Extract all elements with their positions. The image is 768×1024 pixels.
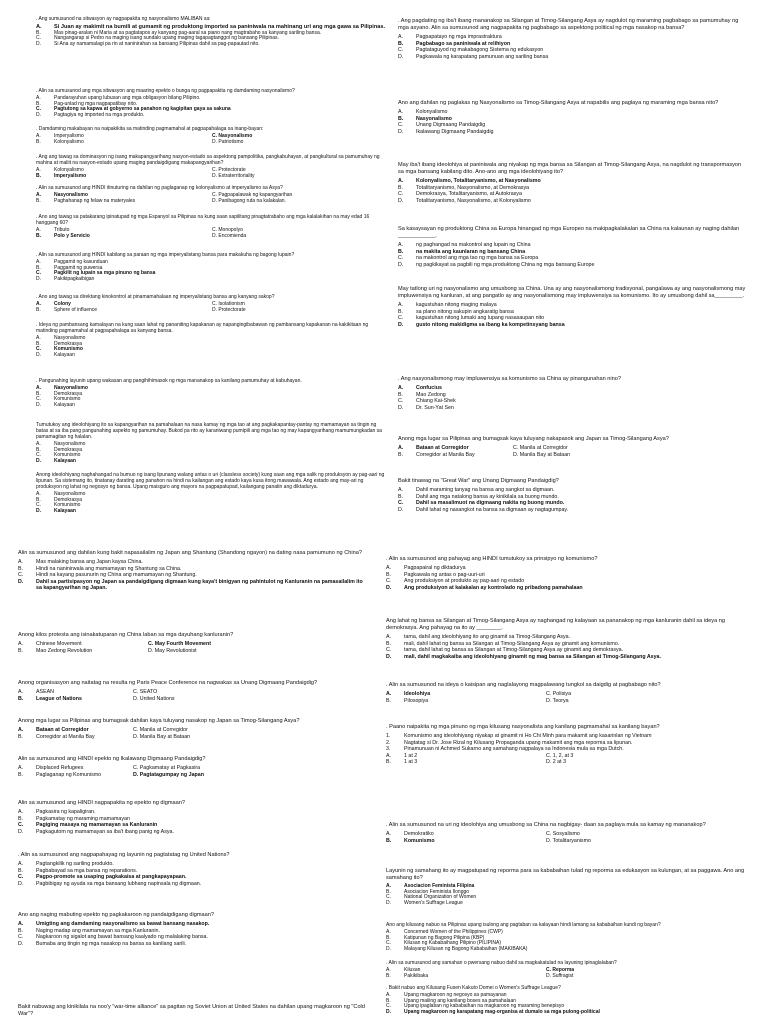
question-dominasyon: . Ang ang tawag sa dominasyon ng isang makapangyarihang nasyon-estado sa aspektong pampolitika, pangkabuhayan, at pangkultural sa pamumuhay ng mahina at maliit na nasyon-estado upang maging pandaigdigang makapangyarihan? A. Kolonyalismo C. Protectorate B. Imperyalismo D. Extraterritoriality — [36, 154, 388, 179]
option-text: Ang produksiyon at produkto ay pag-aari ng estado — [404, 578, 525, 585]
option-text: Hindi na kayang pasunurin ng China ang mamamayan ng Shantung. — [36, 572, 197, 579]
option-text: D. Manila Bay at Bataan — [513, 451, 571, 458]
option-text: Si Ana ay namamalagi pa rin at naninirahan sa bansang Pilipinas dahil sa pag-papautad nito. — [54, 40, 260, 47]
option-text: Pag-unlad ng mga nagpapatibay nito. — [54, 100, 138, 107]
option-text: Kolonyalismo, Totalitaryanismo, at Nasyonalismo — [416, 178, 541, 184]
option-text: C. Pagpapalawak ng kapangyarihan — [212, 192, 293, 198]
option-text: Confucius — [416, 385, 442, 391]
question-stem: Anong mga lugar sa Pilipinas ang bumagsak dahilan kaya tuluyang nasakop ng Japan sa Timog-Silangang Asya? — [18, 718, 300, 724]
option-text: gusto nitong makidigma sa ibang ka kompetinsyang bansa — [416, 321, 565, 328]
question-stem: . Alin sa sumusunod ang HINDI kabilang sa paraan ng mga imperyalistang bansa para makakuha ng bagong lupain? — [36, 252, 295, 258]
question-stem: . Ang sumusunod na sitwasyon ay nagpapakita ng nasyonalismo MALIBAN sa: — [36, 16, 211, 22]
option-text: Ikalawang Digmaang Pandaigdig — [416, 128, 494, 135]
option-text: Komunismo — [54, 396, 81, 403]
option-text: Kalayaan — [54, 351, 75, 358]
question-fusen-kakuto-domei: . Bakit nabuo ang Kilusang Fusen Kakuto Domei o Women's Suffrage League? A. Upang magkaroon ng negosyo sa pamayanan B. Upang maiiing ang kanilang boses sa pamahalaan C. Upang ipaglaban ng kababaihan na magkaroon ng maraming benepisyo D. Upang magkaroon ng karapatang mag-organisa at dumalo sa mga pulong-political — [386, 985, 748, 1015]
option-text: Pandarayuhan upang lubusan ang mga obligasyon bilang Pilipino. — [54, 95, 201, 101]
option-text: Demokrasya — [54, 446, 83, 453]
option-text: C. Polisiya — [546, 691, 572, 697]
option-text: kagustuhan nitong maging malaya — [416, 302, 497, 308]
question-stem: Alin sa sumusunod ang HINDI nagpapakita ng epekto ng digmaan? — [18, 800, 185, 806]
option-text: Pinamunuan ni Achmed Sukarno ang samahang nagpalaya sa Indonesia mula sa mga Dutch. — [404, 746, 624, 753]
option-text: Nasyonalismo — [54, 491, 86, 497]
option-text: Nagkaroon ng sigalot ang bawat bansang kaalyado ng malalaking bansa. — [36, 934, 208, 941]
option-text: Nasyonalismo — [54, 385, 88, 391]
option-text: D. United Nations — [133, 695, 175, 702]
option-text: Corregidor at Manila Bay — [36, 733, 95, 740]
option-text: Unang Digmaang Pandaigdig — [416, 122, 486, 129]
option-text: Kolonyalismo — [416, 109, 448, 115]
option-text: D. Patriotismo — [212, 138, 244, 145]
question-stem: Ano ang kilusang nabuo sa Pilipinas upang isulong ang pagtaban sa kalayaan hindi lamang sa kababaihan kundi ng bayan? — [386, 922, 661, 928]
question-stem: . Alin sa sumusunod ang samahan o pwersang nabuo dahil sa magkakatulad na layuning ipinaglalaban? — [386, 960, 617, 966]
option-text: Nagtatag si Dr. Jose Rizal ng Kilusang Propaganda upang makamit ang mga reporma sa lipunan. — [404, 739, 633, 746]
question-tatlong-uri-nasyonalismo: May tatlong uri ng nasyonalismo ang umusbong sa China. Una ay ang nasyonalismong tradisyonal, pangalawa ay ang nasyonalismong may impluwensiya ng kanluran, at ang pangatlo ay ang nasyonalismong may impluwensiya sa komunismo. Ito ay umusbong dahil sa_________. A. kagustuhan nitong maging malaya B. sa plano nitong sakupin angkaratig bansa C. kagustuhan nitong lumaki ang lupang nasasaupan nito D. gusto nitong makidigma sa ibang ka kompetinsyang bansa — [398, 286, 748, 328]
option-text: D. Totalitaryanismo — [546, 837, 591, 844]
option-text: National Organization of Women — [404, 894, 477, 901]
option-text: na makontrol ang mga tao ng mga bansa sa Europa — [416, 255, 539, 262]
question-pinuno-kilusan: . Paano naipakita ng mga pinuno ng mga kilusang nasyonalista ang kanilang pagmamahal sa kanilang bayan? 1. Komunismo ang ideolohiyang niyakap at ginamit ni Ho Chi Minh para makamit ang kasarinlan ng Vietnam 2. Nagtatag si Dr. Jose Rizal ng Kilusang Propaganda upang makamit ang mga reporma sa lipunan. 3. Pinamunuan ni Achmed Sukarno ang samahang nagpalaya sa Indonesia mula sa mga Dutch. A. 1 at 2 C. 1, 2, at 3 B. 1 at 3 D. 2 at 3 — [386, 724, 748, 766]
question-produktong-china: Sa kasaysayan ng produktong China sa Europa hinangad ng mga Europeo na makipagkalakalan sa China na kalaunan ay naging dahilan ____________. A. ng paghangad na makontrol ang lupain ng China B. na makita ang kaunlaran ng bansang China C. na makontrol ang mga tao ng mga bansa sa Europa D. ng pagkikayat sa pagbili ng mga produktong China ng mga bansang Europe — [398, 226, 748, 268]
option-text: Polo y Servicio — [54, 232, 90, 239]
option-text: C. Monopolyo — [212, 227, 243, 233]
option-text: Pagkasira ng kapaligiran. — [36, 809, 96, 815]
option-text: Nasyonalismo — [54, 441, 86, 447]
option-text: Hindi na naninirwala ang mamamayan ng Shantung sa China. — [36, 565, 182, 572]
option-text: Chiang Kai-Shek — [416, 398, 456, 405]
question-stem: . Alin sa sumusunod ang mga sitwasyon ang maaring epekto o bunga ng pagpapakita ng damdaming nasyonalismo? — [36, 88, 295, 94]
question-stem: . Alin sa sumusunod na ideya o kaisipan ang naglalayong magpalawang tungkol sa daigdig at pagbabago nito? — [386, 682, 661, 688]
option-text: Pagpapatayo ng mga imprastraktura — [416, 34, 502, 40]
option-text: Pagbabago sa paniniwala at relihiyon — [416, 40, 511, 47]
option-text: D. Protectorate — [212, 306, 246, 313]
option-text: Pagtataguyod ng makabagong Sistema ng edukasyon — [416, 47, 544, 54]
question-stem: . Alin sa sumusunod ang nagpapahayag ng layunin ng pagtatatag ng United Nations? — [18, 852, 230, 858]
question-paglakas-nasyonalismo: Ano ang dahilan ng paglakas ng Nasyonalismo sa Timog-Silangang Asya at napabilis ang paglaya ng maraming mga bansa nito? A. Kolonyalismo B. Nasyonalismo C. Unang Digmaang Pandaigdig D. Ikalawang Digmaang Pandaigdig — [398, 100, 748, 135]
option-text: Upang maiiing ang kanilang boses sa pamahalaan — [404, 997, 517, 1004]
option-text: Naging madap ang mamamayan sa mga Kanluranin. — [36, 927, 160, 934]
question-stem: . Pangunahing layunin upang wakasan ang pangihihimasok ng mga mananakop sa kanilang pamumuhay at kabuhayan. — [36, 378, 302, 384]
question-stem: . Ideya ng pambansang kamalayan na kung saan lahat ng pananiting kapakanan ay napangingibabawan ng pambansang kapakanan na kakikitaan ng matinding pagmamahal at pagpapahalaga sa kanyang bansa. — [36, 322, 369, 334]
question-direktang-kinokontrol: . Ano ang tawag sa direktang kinokontrol at pinamamahalaan ng imperyalistang bansa ang kanyang sakop? A. Colony C. Isolationism B. Sphere of influence D. Protectorate — [36, 294, 388, 313]
option-text: Pagpapairal ng diktadurya — [404, 565, 466, 571]
option-text: Corregidor at Manila Bay — [416, 451, 475, 458]
question-stem: . Ang pagdating ng iba't ibang mananakop sa Silangan at Timog-Silangang Asya ay nagdulot ng maraming pagbabago sa pamumuhay ng mga asyano. Alin sa sumusunod ang nagpapakita ng pagbabago sa aspektong political ng mga nasakop na bansa? — [398, 18, 739, 31]
question-samahan-pwersa: . Alin sa sumusunod ang samahan o pwersang nabuo dahil sa magkakatulad na layuning ipinaglalaban? A. Kilusan C. Reporma B. Pakikibaka D. Suffragist — [386, 960, 748, 979]
option-text: Asociacion Feminista Filipina — [404, 883, 475, 889]
option-text: C. Protectorate — [212, 167, 246, 173]
question-stem: . Bakit nabuo ang Kilusang Fusen Kakuto Domei o Women's Suffrage League? — [386, 985, 561, 991]
option-text: C. SEATO — [133, 689, 158, 695]
option-text: Nasyonalismo — [54, 192, 88, 198]
option-text: Pagkilit ng lupain sa mga pinuno ng bansa — [54, 270, 156, 277]
option-text: Demokrasya — [54, 496, 83, 503]
option-text: League of Nations — [36, 695, 82, 702]
option-text: Bumaba ang tingin ng mga nasakop na bansa sa kanilang sarili. — [36, 940, 187, 947]
option-text: Upang magkaroon ng negosyo sa pamayanan — [404, 992, 507, 998]
option-text: Colony — [54, 301, 71, 307]
question-stem: Anong mga lugar sa Pilipinas ang bumagsak kaya tuluyang nakapasok ang Japan sa Timog-Silangang Asya? — [398, 436, 669, 442]
option-text: Paglaganap ng Komunismo — [36, 771, 102, 778]
option-text: Imperyalismo — [54, 172, 87, 179]
option-text: Sphere of influence — [54, 306, 98, 313]
option-text: Kilusan ng Kababaihang Pilipino (PILIPINA) — [404, 940, 502, 947]
option-text: mali, dahil lahat ng bansa sa Silangan at Timog-Silangang Asya ay ginamit ang komunismo. — [404, 640, 620, 647]
question-stem: . Alin sa sumusunod ang pahayag ang HINDI tumutukoy sa prinsipyo ng komunismo? — [386, 556, 598, 562]
option-text: Pagkamatay ng maraming mamamayan — [36, 815, 130, 822]
question-great-war: Bakit tinawag na "Great War" ang Unang Digmaang Pandaigdig? A. Dahil maraming tanyag na bansa ang sangkot sa digmaan. B. Dahil ang mga natalong bansa ay kinikilala sa buong mundo. C. Dahil sa masalimuot na digmaang nakita ng buong mundo. D. Dahil lahat ng nasangkot na bansa sa digmaan ay nagtagumpay. — [398, 478, 748, 513]
question-demokrasya: Tumutukoy ang ideolohiyang ito sa kapangyarihan na pamahalaan na nasa kamay ng mga tao at ang pagkakapantay-pantay ng mamamayan sa tingin ng batas at sa iba pang pangunahing aspekto ng pamumuhay. Bukod pa rito ay karaniwang pumipili ang mga tao ng may kapangyarihang mamumungkadan sa pamamagitan ng halalan. A. Nasyonalismo B. Demokrasya C. Komunismo D. Kalayaan — [36, 422, 388, 464]
option-text: Pagtangkilik ng sariling produkto. — [36, 861, 114, 867]
option-text: Nasyonalismo — [54, 335, 86, 341]
question-stem: . Damdaming makabayan na naipakikita sa matinding pagmamahal at pagpapahalaga sa inang-bayan: — [36, 126, 264, 132]
question-stem: Bakit nabuwag ang kinikilala na noo'y "war-time alliance" sa pagitan ng Soviet Union at United States na dahilan upang magkaroon ng "Cold War"? — [18, 1004, 365, 1017]
option-text: D. Manila Bay at Bataan — [133, 733, 191, 740]
option-text: D. May Revolutionist — [148, 647, 197, 654]
question-sitwasyon-nasyonalismo: . Ang sumusunod na sitwasyon ay nagpapakita ng nasyonalismo MALIBAN sa: A. Si Juan ay makimit na bumili at gumamit ng produktong imported sa paniniwala na mahinang uri ang mga gawa sa Pilipinas. B. Mas pinag-aralan ni Maria at sa pagtatapos ay kanyang pag-aaral sa piano nang magtrabaho sa kanyang sariling bansa. C. Nangangarap si Pedro na maging isang sundalo upang maging tagapagtanggol ng bansang Pilipinas. D. Si Ana ay namamalagi pa rin at naninirahan sa bansang Pilipinas dahil sa pag-papautad nito. — [36, 16, 388, 47]
question-ideya-kaisipan: . Alin sa sumusunod na ideya o kaisipan ang naglalayong magpalawang tungkol sa daigdig at pagbabago nito? A. Ideolohiya C. Polisiya B. Pilosopiya D. Teorya — [386, 682, 748, 704]
option-text: Pakikibaka — [404, 972, 429, 979]
option-text: Demokrasya — [54, 390, 83, 397]
option-text: Pagtutong sa kapwa at gobyerno sa panahon ng kagipitan gaya sa sakuna — [54, 106, 231, 113]
option-text: Katipunan ng Bagong Pilipina (KBP) — [404, 934, 485, 941]
question-stem: Tumutukoy ang ideolohiyang ito sa kapangyarihan na pamahalaan na nasa kamay ng mga tao at ang pagkakapantay-pantay ng mamamayan sa tingin ng batas at sa iba pang pangunahing aspekto ng pamumuhay. Bukod pa rito ay karaniwang pumipili ang mga tao ng may kapangyarihang mamumungkadan sa pamamagitan ng halalan. — [36, 422, 382, 440]
option-text: C. Sosyalismo — [546, 831, 580, 837]
question-stem: Ano ang naging mabuting epekto ng pagkakaroon ng pandaigdigang digmaan? — [18, 912, 214, 918]
option-text: C. Manila at Corregidor — [513, 445, 568, 451]
option-text: D. Encomienda — [212, 232, 247, 239]
question-stem: . Ang nasyonalismong may impluwensiya sa komunismo sa China ay pinangunahan nino? — [398, 376, 621, 382]
option-text: Komunismo — [54, 346, 83, 353]
option-text: Pagbibigay ng ayuda sa mga bansang lubhang napinsala ng digmaan. — [36, 880, 202, 887]
question-paris-peace: Anong organisasyon ang naitatag na resulta ng Paris Peace Conference na nagwakas sa Unang Digmaang Pandaigdig? A. ASEAN C. SEATO B. League of Nations D. United Nations — [18, 680, 368, 702]
option-text: Paggamit ng kasunduan — [54, 259, 108, 265]
question-stem: . Ano ang tawag sa patakarang ipinatupad ng mga Espanyol sa Pilipinas na kung saan sapilitang pinagtatrabaho ang mga kalalakihan na may edad 16 hanggang 60? — [36, 214, 370, 226]
option-text: Pagkagutom ng mamamayan sa iba't ibang panig ng Asya. — [36, 828, 174, 835]
question-kilusang-pilipinas: Ano ang kilusang nabuo sa Pilipinas upang isulong ang pagtaban sa kalayaan hindi lamang sa kababaihan kundi ng bayan? A. Concerned Women of the Philippines (CWP) B. Katipunan ng Bagong Pilipina (KBP) C. Kilusan ng Kababaihang Pilipino (PILIPINA) D. Malayang Kilusan ng Bagong Kababaihan (MAKIBAKA) — [386, 922, 748, 952]
question-stem: . Alin sa sumusunod ang HINDI itinuturing na dahilan ng paglaganap ng kolonyalismo at imperyalismo sa Asya? — [36, 185, 283, 191]
option-text: Mas pinag-aralan ni Maria at sa pagtatapos ay kanyang pag-aaral sa piano nang magtrabaho sa kanyang sariling bansa. — [54, 29, 322, 36]
option-text: Nasyonalismo — [416, 115, 452, 122]
question-prinsipyo-komunismo: . Alin sa sumusunod ang pahayag ang HINDI tumutukoy sa prinsipyo ng komunismo? A. Pagpapairal ng diktadurya B. Pagkawala ng antas o pag-uuri-uri C. Ang produksiyon at produkto ay pag-aari ng estado D. Ang produksiyon at kalakalan ay kontrolado ng pribadong pamahalaan — [386, 556, 748, 591]
option-text: D. Panibagong ruta na kalakalan. — [212, 197, 286, 204]
option-text: ng paghangad na makontrol ang lupain ng China — [416, 242, 531, 248]
question-aspektong-political: . Ang pagdating ng iba't ibang mananakop sa Silangan at Timog-Silangang Asya ay nagdulot ng maraming pagbabago sa pamumuhay ng mga asyano. Alin sa sumusunod ang nagpapakita ng pagbabago sa aspektong political ng mga nasakop na bansa? A. Pagpapatayo ng mga imprastraktura B. Pagbabago sa paniniwala at relihiyon C. Pagtataguyod ng makabagong Sistema ng edukasyon D. Pagkawala ng karapatang pamunuan ang sariling bansa — [398, 18, 748, 60]
question-stem: May iba't ibang ideolohiya at paniniwala ang niyakap ng mga bansa sa Silangan at Timog-Silangang Asya, na nagdulot ng transpormasyon sa mga bansang kabilang dito. Ano-ano ang mga ideolohiyang ito? — [398, 162, 742, 175]
question-stem: . Alin sa sumusunod na uri ng ideolohiya ang umusbong sa China na nagbigay- daan sa paglaya mula sa kamay ng mananakop? — [386, 822, 706, 828]
question-shantung: Alin sa sumusunod ang dahilan kung bakit napasailalim ng Japan ang Shantung (Shandong ngayon) na dating nasa pamumuno ng China? A. Mas malaking bansa ang Japan kaysa China. B. Hindi na naninirwala ang mamamayan ng Shantung sa China. C. Hindi na kayang pasunurin ng China ang mamamayan ng Shantung. D. Dahil sa partisipasyon ng Japan sa pandaigdigang digmaan kung kaya't binigyan ng pahintulot ng Kanluranin na pamasailalim ito sa kapangyarihan ng Japan. — [18, 550, 368, 592]
option-text: na makita ang kaunlaran ng bansang China — [416, 248, 526, 255]
option-text: Demokratiko — [404, 831, 434, 837]
option-text: Asociacion Feminista Ilonggo — [404, 888, 470, 895]
option-text: Imperyalismo — [54, 133, 84, 139]
option-text: Komunismo — [54, 502, 81, 509]
question-bagong-lupain: . Alin sa sumusunod ang HINDI kabilang sa paraan ng mga imperyalistang bansa para makakuha ng bagong lupain? A. Paggamit ng kasunduan B. Paggamit ng puwersa C. Pagkilit ng lupain sa mga pinuno ng bansa D. Pakikipagkaibigan — [36, 252, 388, 282]
option-text: D. 2 at 3 — [546, 759, 567, 766]
option-text: Komunismo ang ideolohiyang niyakap at ginamit ni Ho Chi Minh para makamit ang kasarinlan ng Vietnam — [404, 733, 652, 739]
option-text: Totalitaryanismo, Nasyonalismo, at Demokrasya — [416, 184, 530, 191]
question-stem: Ang lahat ng bansa sa Silangan at Timog-Silangang Asya ay naghangad ng kalayaan sa pananakop ng mga kanluranin dahil sa ideya ng demokrasya. Ang pahayag na ito ay ________. — [386, 618, 725, 631]
question-united-nations: . Alin sa sumusunod ang nagpapahayag ng layunin ng pagtatatag ng United Nations? A. Pagtangkilik ng sariling produkto. B. Pagbabayad sa mga bansa ng reparations. C. Pagpo-promote sa usaping pagkakaisa at pangkapayapaan. D. Pagbibigay ng ayuda sa mga bansang lubhang napinsala ng digmaan. — [18, 852, 368, 887]
option-text: D. Suffragist — [546, 972, 574, 979]
option-text: C. Manila at Corregidor — [133, 727, 188, 733]
question-stem: . Ang ang tawag sa dominasyon ng isang makapangyarihang nasyon-estado sa aspektong pampolitika, pangkabuhayan, at pangkultural sa pamumuhay ng mahina at maliit na nasyon-estado upang maging pandaigdigang makapangyarihan? — [36, 154, 380, 166]
question-stem: Ano ang dahilan ng paglakas ng Nasyonalismo sa Timog-Silangang Asya at napabilis ang paglaya ng maraming mga bansa nito? — [398, 100, 719, 106]
question-mabuting-epekto: Ano ang naging mabuting epekto ng pagkakaroon ng pandaigdigang digmaan? A. Umigting ang damdaming nasyonalismo sa bawat bansang nasakop. B. Naging madap ang mamamayan sa mga Kanluranin. C. Nagkaroon ng sigalot ang bawat bansang kaalyado ng malalaking bansa. D. Bumaba ang tingin ng mga nasakop na bansa sa kanilang sarili. — [18, 912, 368, 947]
question-komunismo-classless: Anong ideolohiyang naghahangad na bumuo ng isang lipunang walang antas o uri (classless society) kung saan ang mga salik ng produksyon ay pag-aari ng lipunan. Sa sistemang ito, tinatanay darating ang panahon na hindi na kailangan ang estado kaya kusa itong mawawala. Ang estado ang may-ari ng produksyon ng lahat ng negosyo ng bansa. Upang maisguro ang mayors na pagpapatupad, kailangang panatin ang diktadurya. A. Nasyonalismo B. Demokrasya C. Komunismo D. Kalayaan — [36, 472, 388, 514]
option-text: Mas malaking bansa ang Japan kaysa China. — [36, 559, 143, 565]
question-stem: Bakit tinawag na "Great War" ang Unang Digmaang Pandaigdig? — [398, 478, 559, 484]
option-text: Demokrasya, Totalitaryanismo, at Autokrasya — [416, 191, 522, 198]
option-text: C. Isolationism — [212, 301, 245, 307]
option-text: ng pagkikayat sa pagbili ng mga produktong China ng mga bansang Europe — [416, 261, 595, 268]
option-text: Kilusan — [404, 967, 421, 973]
question-stem: Anong organisasyon ang naitatag na resulta ng Paris Peace Conference na nagwakas sa Unang Digmaang Pandaigdig? — [18, 680, 318, 686]
question-stem: Layunin ng samahang ito ay magpatupad ng reporma para sa kababaihan tulad ng reporma sa edukasyon sa kulungan, at sa paggawa. Ano ang samahang ito? — [386, 868, 745, 881]
option-text: 1 at 3 — [404, 759, 418, 766]
question-stem: Anong kilos protesta ang isinakatuparan ng China laban sa mga dayuhang kanluranin? — [18, 632, 234, 638]
option-text: C. 1, 2, at 3 — [546, 752, 574, 759]
question-stem: Alin sa sumusunod ang HINDI epekto ng Ikalawang Digmaang Pandaigdig? — [18, 756, 206, 762]
question-damdaming-makabayan: . Damdaming makabayan na naipakikita sa matinding pagmamahal at pagpapahalaga sa inang-bayan: A. Imperyalismo C. Nasyonalismo B. Kolonyalismo D. Patriotismo — [36, 126, 388, 145]
option-text: Totalitaryanismo, Nasyonalismo, at Kolonyalismo — [416, 197, 531, 204]
option-text: tama, dahil lahat ng bansa sa Silangan at Timog-Silangang Asya ay ginamit ang demokrasya. — [404, 647, 624, 654]
question-bataan-corregidor: Anong mga lugar sa Pilipinas ang bumagsak kaya tuluyang nakapasok ang Japan sa Timog-Silangang Asya? A. Bataan at Corregidor C. Manila at Corregidor B. Corregidor at Manila Bay D. Manila Bay at Bataan — [398, 436, 748, 458]
question-epekto-nasyonalismo: . Alin sa sumusunod ang mga sitwasyon ang maaring epekto o bunga ng pagpapakita ng damdaming nasyonalismo? A. Pandarayuhan upang lubusan ang mga obligasyon bilang Pilipino. B. Pag-unlad ng mga nagpapatibay nito. C. Pagtutong sa kapwa at gobyerno sa panahon ng kagipitan gaya sa sakuna D. Pagtagiya ng imported na mga produkto. — [36, 88, 388, 118]
option-text: Pagkawala ng karapatang pamunuan ang sariling bansa — [416, 53, 549, 60]
question-dahilan-kolonyalismo: . Alin sa sumusunod ang HINDI itinuturing na dahilan ng paglaganap ng kolonyalismo at imperyalismo sa Asya? A. Nasyonalismo C. Pagpapalawak ng kapangyarihan B. Paghahanap ng felaw na materyales D. Panibagong ruta na kalakalan. — [36, 185, 388, 204]
option-text: Mao Zedong Revolution — [36, 647, 93, 654]
option-text: Dahil lahat ng nasangkot na bansa sa digmaan ay nagtagumpay. — [416, 506, 569, 513]
option-text: Kolonyalismo — [54, 138, 84, 145]
question-cold-war — [18, 1004, 368, 1020]
option-text: Komunismo — [404, 837, 435, 844]
option-text: Women's Suffrage League — [404, 899, 463, 906]
option-text: Kalayaan — [54, 507, 76, 514]
option-text: Upang ipaglaban ng kababaihan na magkaroon ng maraming benepisyo — [404, 1003, 565, 1010]
question-lugar-pilipinas: Anong mga lugar sa Pilipinas ang bumagsak dahilan kaya tuluyang nasakop ng Japan sa Timog-Silangang Asya? A. Bataan at Corregidor C. Manila at Corregidor B. Corregidor at Manila Bay D. Manila Bay at Bataan — [18, 718, 368, 740]
option-text: Dr. Sun-Yat Sen — [416, 404, 454, 411]
question-epekto-ikalawang-digmaan: Alin sa sumusunod ang HINDI epekto ng Ikalawang Digmaang Pandaigdig? A. Displaced Refugees C. Pagkamatay at Pagkasira B. Paglaganap ng Komunismo D. Pagtatagumpay ng Japan — [18, 756, 368, 778]
option-text: sa plano nitong sakupin angkaratig bansa — [416, 308, 514, 315]
option-text: Nangangarap si Pedro na maging isang sundalo upang maging tagapagtanggol ng bansang Pilipinas. — [54, 35, 279, 42]
option-text: C. Nasyonalismo — [212, 133, 253, 139]
option-text: Pilosopiya — [404, 697, 429, 704]
option-text: Kalayaan — [54, 401, 75, 408]
question-ideya-demokrasya: Ang lahat ng bansa sa Silangan at Timog-Silangang Asya ay naghangad ng kalayaan sa pananakop ng mga kanluranin dahil sa ideya ng demokrasya. Ang pahayag na ito ay ________. A. tama, dahil ang ideolohiyang ito ang ginamit sa Timog-Silangang Asya. B. mali, dahil lahat ng bansa sa Silangan at Timog-Silangang Asya ay ginamit ang komunismo. C. tama, dahil lahat ng bansa sa Silangan at Timog-Silangang Asya ay ginamit ang demokrasya. D. mali, dahil magkakaiba ang ideolohiyang ginamit ng mag bansa sa Silangan at Timog-Silangang Asya. — [386, 618, 748, 660]
option-text: D. Teorya — [546, 697, 569, 704]
option-text: Malayang Kilusan ng Bagong Kababaihan (MAKIBAKA) — [404, 945, 528, 952]
question-pambansang-kamalayan: . Ideya ng pambansang kamalayan na kung saan lahat ng pananiting kapakanan ay napangingibabawan ng pambansang kapakanan na kakikitaan ng matinding pagmamahal at pagpapahalaga sa kanyang bansa. A. Nasyonalismo B. Demokrasya C. Komunismo D. Kalayaan — [36, 322, 388, 358]
question-stem: Anong ideolohiyang naghahangad na bumuo ng isang lipunang walang antas o uri (classless society) kung saan ang mga salik ng produksyon ay pag-aari ng lipunan. Sa sistemang ito, tinatanay darating ang panahon na hindi na kailangan ang estado kaya kusa itong mawawala. Ang estado ang may-ari ng produksyon ng lahat ng negosyo ng bansa. Upang maisguro ang mayors na pagpapatupad, kailangang panatin ang diktadurya. — [36, 472, 385, 490]
option-text: D. Extraterritoriality — [212, 172, 255, 179]
question-stem: Alin sa sumusunod ang dahilan kung bakit napasailalim ng Japan ang Shantung (Shandong ngayon) na dating nasa pamumuno ng China? — [18, 550, 362, 556]
question-epekto-digmaan: Alin sa sumusunod ang HINDI nagpapakita ng epekto ng digmaan? A. Pagkasira ng kapaligiran. B. Pagkamatay ng maraming mamamayan C. Pagiging masaya ng mamamayan sa Kanluranin D. Pagkagutom ng mamamayan sa iba't ibang panig ng Asya. — [18, 800, 368, 835]
option-text: kagustuhan nitong lumaki ang lupang nasasaupan nito — [416, 315, 545, 322]
option-text: mali, dahil magkakaiba ang ideolohiyang ginamit ng mag bansa sa Silangan at Timog-Silangang Asya. — [404, 653, 661, 660]
option-text: Pagpo-promote sa usaping pagkakaisa at pangkapayapaan. — [36, 874, 187, 881]
option-text: Paghahanap ng felaw na materyales — [54, 197, 136, 204]
option-text: Ang produksiyon at kalakalan ay kontrolado ng pribadong pamahalaan — [404, 584, 583, 591]
option-text: Displaced Refugees — [36, 765, 84, 771]
option-text: Pagbabayad sa mga bansa ng reparations. — [36, 867, 138, 874]
option-text: Demokrasya — [54, 340, 83, 347]
option-text: Concerned Women of the Philippines (CWP) — [404, 929, 503, 935]
option-text: ASEAN — [36, 689, 54, 695]
question-stem: May tatlong uri ng nasyonalismo ang umusbong sa China. Una ay ang nasyonalismong tradisyonal, pangalawa ay ang nasyonalismong may impluwensiya ng kanluran, at ang pangatlo ay ang nasyonalismong may impluwensiya sa komunismo. Ito ay umusbong dahil sa_________. — [398, 286, 746, 299]
option-text: Mao Zedong — [416, 391, 446, 398]
option-text: Tributo — [54, 227, 70, 233]
option-text: Ideolohiya — [404, 691, 431, 697]
option-text: Pagiging masaya ng mamamayan sa Kanluranin — [36, 822, 158, 829]
option-text: Pakikipagkaibigan — [54, 275, 95, 282]
question-stem: Sa kasaysayan ng produktong China sa Europa hinangad ng mga Europeo na makipagkalakalan sa China na kalaunan ay naging dahilan ____________. — [398, 226, 740, 239]
question-pangunahing-layunin: . Pangunahing layunin upang wakasan ang pangihihimasok ng mga mananakop sa kanilang pamumuhay at kabuhayan. A. Nasyonalismo B. Demokrasya C. Komunismo D. Kalayaan — [36, 378, 388, 408]
question-kilos-protesta: Anong kilos protesta ang isinakatuparan ng China laban sa mga dayuhang kanluranin? A. Chinese Movement C. May Fourth Movement B. Mao Zedong Revolution D. May Revolutionist — [18, 632, 368, 654]
option-letter: A. — [36, 24, 42, 30]
option-text: Kalayaan — [54, 457, 76, 464]
question-ideolohiya-china: . Alin sa sumusunod na uri ng ideolohiya ang umusbong sa China na nagbigay- daan sa paglaya mula sa kamay ng mananakop? A. Demokratiko C. Sosyalismo B. Komunismo D. Totalitaryanismo — [386, 822, 748, 844]
question-stem: . Paano naipakita ng mga pinuno ng mga kilusang nasyonalista ang kanilang pagmamahal sa kanilang bayan? — [386, 724, 660, 730]
option-text: Chinese Movement — [36, 641, 82, 647]
option-text: Komunismo — [54, 452, 81, 459]
option-text: D. Pagtatagumpay ng Japan — [133, 771, 204, 778]
option-text: Paggamit ng puwersa — [54, 264, 103, 271]
question-stem: . Ano ang tawag sa direktang kinokontrol at pinamamahalaan ng imperyalistang bansa ang kanyang sakop? — [36, 294, 275, 300]
option-text: Umigting ang damdaming nasyonalismo sa bawat bansang nasakop. — [36, 921, 210, 927]
option-text: Upang magkaroon ng karapatang mag-organisa at dumalo sa mga pulong-political — [404, 1008, 600, 1015]
option-text: Bataan at Corregidor — [36, 727, 89, 733]
option-text: tama, dahil ang ideolohiyang ito ang ginamit sa Timog-Silangang Asya. — [404, 634, 571, 640]
option-text: C. Reporma — [546, 967, 575, 973]
option-text: C. May Fourth Movement — [148, 641, 211, 647]
option-text: Pagtagiya ng imported na mga produkto. — [54, 111, 145, 118]
option-text: C. Pagkamatay at Pagkasira — [133, 765, 201, 771]
question-samahan-kababaihan: Layunin ng samahang ito ay magpatupad ng reporma para sa kababaihan tulad ng reporma sa edukasyon sa kulungan, at sa paggawa. Ano ang samahang ito? A. Asociacion Feminista Filipina B. Asociacion Feminista Ilonggo C. National Organization of Women D. Women's Suffrage League — [386, 868, 748, 906]
option-text: Bataan at Corregidor — [416, 445, 469, 451]
option-text: 1 at 2 — [404, 752, 418, 759]
option-text: Si Juan ay makimit na bumili at gumamit ng produktong imported sa paniniwala na mahinang uri ang mga gawa sa Pilipinas. — [54, 24, 386, 30]
option-text: Pagkawala ng antas o pag-uuri-uri — [404, 571, 485, 578]
question-mga-ideolohiya: May iba't ibang ideolohiya at paniniwala ang niyakap ng mga bansa sa Silangan at Timog-Silangang Asya, na nagdulot ng transpormasyon sa mga bansang kabilang dito. Ano-ano ang mga ideolohiyang ito? A. Kolonyalismo, Totalitaryanismo, at Nasyonalismo B. Totalitaryanismo, Nasyonalismo, at Demokrasya C. Demokrasya, Totalitaryanismo, at Autokrasya D. Totalitaryanismo, Nasyonalismo, at Kolonyalismo — [398, 162, 748, 204]
question-polo-y-servicio: . Ano ang tawag sa patakarang ipinatupad ng mga Espanyol sa Pilipinas na kung saan sapilitang pinagtatrabaho ang mga kalalakihan na may edad 16 hanggang 60? A. Tributo C. Monopolyo B. Polo y Servicio D. Encomienda — [36, 214, 388, 239]
option-text: Dahil sa masalimuot na digmaang nakita ng buong mundo. — [416, 500, 565, 507]
option-text: Kolonyalismo — [54, 167, 84, 173]
question-nasyonalismo-komunismo: . Ang nasyonalismong may impluwensiya sa komunismo sa China ay pinangunahan nino? A. Confucius B. Mao Zedong C. Chiang Kai-Shek D. Dr. Sun-Yat Sen — [398, 376, 748, 411]
option-text: Dahil ang mga natalong bansa ay kinikilala sa buong mundo. — [416, 493, 559, 500]
option-text: Dahil maraming tanyag na bansa ang sangkot sa digmaan. — [416, 487, 555, 493]
option-text: Dahil sa partisipasyon ng Japan sa pandaigdigang digmaan kung kaya't binigyan ng pahintulot ng Kanluranin na pamasailalim ito sa kapangyarihan ng Japan. — [36, 578, 363, 592]
